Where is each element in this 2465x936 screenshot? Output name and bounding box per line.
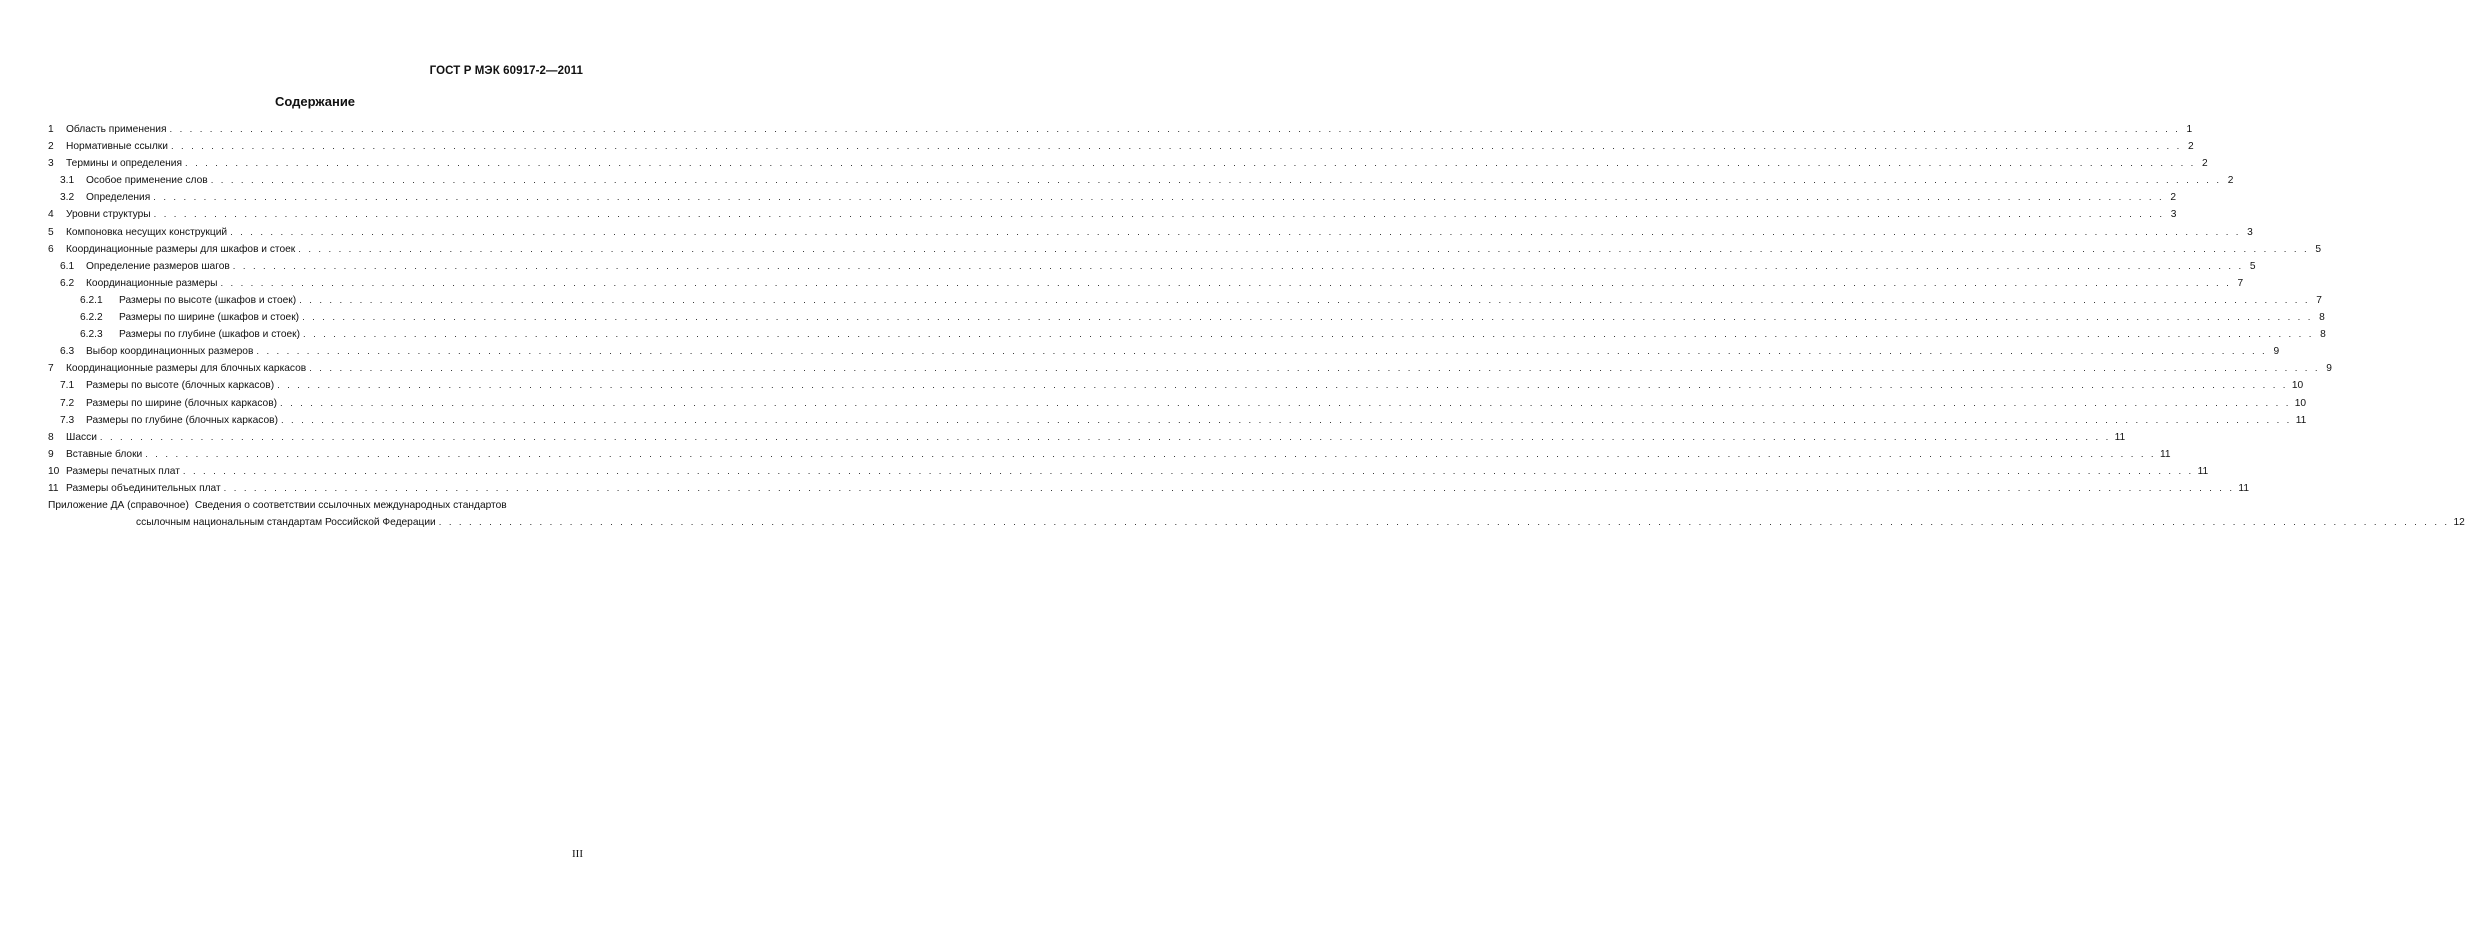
toc-entry-title: Определения <box>86 192 151 204</box>
annex-title-line1: Сведения о соответствии ссылочных международных стандартов <box>194 500 507 512</box>
toc-entry[interactable] <box>48 275 2244 292</box>
toc-entry-page: 5 <box>2249 260 2256 272</box>
toc-entry-title: Координационные размеры для шкафов и стоек <box>66 243 296 255</box>
toc-entry-number: 6.2.1 <box>80 294 103 306</box>
toc-entry-page: 11 <box>2238 482 2249 494</box>
dot-leader: . . . . . . . . . . . . . . . . . . . . . . . . . . . . . . . . . . . . . . . . . . . . . . . . . . . . . . . . . . . . . . . . . . . . . . . . . . . . . . . . . . . . . . . . . . . . . . . . . . . . . . . . . . . . . . . . . . . . . . . . . . . . . . . . . . . . . . . . . . . . . . . . . . . . . . . . . . . . . . . . . . . . . . . . . . . . . . . . . . . . . . . . . . . . . . . . . . . . . . . . <box>438 517 2450 529</box>
toc-entry[interactable] <box>48 429 2126 446</box>
annex-prefix: Приложение ДА (справочное) <box>48 500 189 512</box>
toc-entry-title: Компоновка несущих конструкций <box>66 226 228 238</box>
dot-leader: . . . . . . . . . . . . . . . . . . . . . . . . . . . . . . . . . . . . . . . . . . . . . . . . . . . . . . . . . . . . . . . . . . . . . . . . . . . . . . . . . . . . . . . . . . . . . . . . . . . . . . . . . . . . . . . . . . . . . . . . . . . . . . . . . . . . . . . . . . . . . . . . . . . . . . . . . . . . . . . . . . . . . . . . . . . . . . . . . . . . . . . . . . . . . . . . . . . . . . . . <box>223 482 2235 494</box>
dot-leader: . . . . . . . . . . . . . . . . . . . . . . . . . . . . . . . . . . . . . . . . . . . . . . . . . . . . . . . . . . . . . . . . . . . . . . . . . . . . . . . . . . . . . . . . . . . . . . . . . . . . . . . . . . . . . . . . . . . . . . . . . . . . . . . . . . . . . . . . . . . . . . . . . . . . . . . . . . . . . . . . . . . . . . . . . . . . . . . . . . . . . . . . . . . . . . . . . . . . . . . . <box>299 294 2310 306</box>
toc-entry-page: 9 <box>2273 346 2280 358</box>
toc-entry-page: 2 <box>2188 141 2194 153</box>
toc-annex-entry[interactable] <box>48 497 2465 531</box>
toc-entry-number: 6.3 <box>60 346 75 358</box>
toc-entry-page: 9 <box>2326 363 2332 375</box>
toc-entry-title: Размеры по высоте (шкафов и стоек) <box>119 294 297 306</box>
toc-entry-page: 10 <box>2294 397 2307 409</box>
toc-entry-title: Шасси <box>66 431 97 443</box>
dot-leader: . . . . . . . . . . . . . . . . . . . . . . . . . . . . . . . . . . . . . . . . . . . . . . . . . . . . . . . . . . . . . . . . . . . . . . . . . . . . . . . . . . . . . . . . . . . . . . . . . . . . . . . . . . . . . . . . . . . . . . . . . . . . . . . . . . . . . . . . . . . . . . . . . . . . . . . . . . . . . . . . . . . . . . . . . . . . . . . . . . . . . . . . . . . . . . . . . . . . . . . . <box>220 277 2232 289</box>
toc-entry-page: 11 <box>2197 465 2209 477</box>
toc-entry-title: Координационные размеры для блочных каркасов <box>66 363 307 375</box>
toc-entry[interactable] <box>48 395 2307 412</box>
toc-entry-number: 8 <box>48 431 54 443</box>
annex-page: 12 <box>2453 517 2465 529</box>
toc-entry-number: 5 <box>48 226 54 238</box>
toc-entry-page: 10 <box>2291 380 2304 392</box>
dot-leader: . . . . . . . . . . . . . . . . . . . . . . . . . . . . . . . . . . . . . . . . . . . . . . . . . . . . . . . . . . . . . . . . . . . . . . . . . . . . . . . . . . . . . . . . . . . . . . . . . . . . . . . . . . . . . . . . . . . . . . . . . . . . . . . . . . . . . . . . . . . . . . . . . . . . . . . . . . . . . . . . . . . . . . . . . . . . . . . . . . . . . . . . . . . . . . . . . . . . . . . . <box>232 260 2244 272</box>
toc-entry-title: Вставные блоки <box>66 448 143 460</box>
toc-entry-number: 3 <box>48 158 54 170</box>
dot-leader: . . . . . . . . . . . . . . . . . . . . . . . . . . . . . . . . . . . . . . . . . . . . . . . . . . . . . . . . . . . . . . . . . . . . . . . . . . . . . . . . . . . . . . . . . . . . . . . . . . . . . . . . . . . . . . . . . . . . . . . . . . . . . . . . . . . . . . . . . . . . . . . . . . . . . . . . . . . . . . . . . . . . . . . . . . . . . . . . . . . . . . . . . . . . . . . . . . . . . . . . <box>170 141 2182 153</box>
toc-entry-page: 8 <box>2320 329 2326 341</box>
toc-entry-title: Выбор координационных размеров <box>86 346 254 358</box>
toc-entry-title: Область применения <box>66 124 167 135</box>
toc-entry-number: 7.2 <box>60 397 75 409</box>
table-of-contents <box>48 121 2465 531</box>
toc-entry-title: Размеры печатных плат <box>66 465 180 477</box>
toc-entry[interactable] <box>48 326 2326 343</box>
toc-entry[interactable] <box>48 224 2253 241</box>
dot-leader: . . . . . . . . . . . . . . . . . . . . . . . . . . . . . . . . . . . . . . . . . . . . . . . . . . . . . . . . . . . . . . . . . . . . . . . . . . . . . . . . . . . . . . . . . . . . . . . . . . . . . . . . . . . . . . . . . . . . . . . . . . . . . . . . . . . . . . . . . . . . . . . . . . . . . . . . . . . . . . . . . . . . . . . . . . . . . . . . . . . . . . . . . . . . . . . . . . . . . . . . <box>298 243 2309 255</box>
toc-entry-title: Размеры по высоте (блочных каркасов) <box>86 380 275 392</box>
toc-entry[interactable] <box>48 138 2194 155</box>
toc-entry[interactable] <box>48 206 2177 223</box>
toc-entry-title: Нормативные ссылки <box>66 141 168 153</box>
toc-entry-number: 10 <box>48 465 60 477</box>
toc-entry-number: 6 <box>48 243 54 255</box>
dot-leader: . . . . . . . . . . . . . . . . . . . . . . . . . . . . . . . . . . . . . . . . . . . . . . . . . . . . . . . . . . . . . . . . . . . . . . . . . . . . . . . . . . . . . . . . . . . . . . . . . . . . . . . . . . . . . . . . . . . . . . . . . . . . . . . . . . . . . . . . . . . . . . . . . . . . . . . . . . . . . . . . . . . . . . . . . . . . . . . . . . . . . . . . . . . . . . . . . . . . . . . . <box>99 431 2111 443</box>
toc-entry-page: 5 <box>2315 243 2321 255</box>
page-number: III <box>572 848 583 860</box>
toc-entry-number: 7.1 <box>60 380 75 392</box>
toc-entry-title: Определение размеров шагов <box>86 260 230 272</box>
toc-entry-number: 6.2.2 <box>80 312 103 324</box>
dot-leader: . . . . . . . . . . . . . . . . . . . . . . . . . . . . . . . . . . . . . . . . . . . . . . . . . . . . . . . . . . . . . . . . . . . . . . . . . . . . . . . . . . . . . . . . . . . . . . . . . . . . . . . . . . . . . . . . . . . . . . . . . . . . . . . . . . . . . . . . . . . . . . . . . . . . . . . . . . . . . . . . . . . . . . . . . . . . . . . . . . . . . . . . . . . . . . . . . . . . . . . . <box>182 465 2194 477</box>
toc-entry-page: 3 <box>2247 226 2253 238</box>
toc-entry-page: 7 <box>2316 294 2322 306</box>
dot-leader: . . . . . . . . . . . . . . . . . . . . . . . . . . . . . . . . . . . . . . . . . . . . . . . . . . . . . . . . . . . . . . . . . . . . . . . . . . . . . . . . . . . . . . . . . . . . . . . . . . . . . . . . . . . . . . . . . . . . . . . . . . . . . . . . . . . . . . . . . . . . . . . . . . . . . . . . . . . . . . . . . . . . . . . . . . . . . . . . . . . . . . . . . . . . . . . . . . . . . . . . <box>280 414 2292 426</box>
annex-title-line2: ссылочным национальным стандартам Российской Федерации <box>136 517 436 529</box>
toc-entry-number: 7.3 <box>60 414 75 426</box>
toc-entry-number: 3.1 <box>60 175 75 187</box>
toc-entry[interactable] <box>48 292 2322 309</box>
toc-entry-page: 11 <box>2295 414 2307 426</box>
toc-entry[interactable] <box>48 241 2321 258</box>
toc-entry-number: 2 <box>48 141 54 153</box>
toc-entry-number: 6.2.3 <box>80 329 103 341</box>
toc-entry-title: Уровни структуры <box>66 209 151 221</box>
toc-entry-title: Особое применение слов <box>86 175 208 187</box>
toc-entry-title: Размеры по ширине (блочных каркасов) <box>86 397 278 409</box>
toc-entry-title: Размеры объединительных плат <box>66 482 221 494</box>
dot-leader: . . . . . . . . . . . . . . . . . . . . . . . . . . . . . . . . . . . . . . . . . . . . . . . . . . . . . . . . . . . . . . . . . . . . . . . . . . . . . . . . . . . . . . . . . . . . . . . . . . . . . . . . . . . . . . . . . . . . . . . . . . . . . . . . . . . . . . . . . . . . . . . . . . . . . . . . . . . . . . . . . . . . . . . . . . . . . . . . . . . . . . . . . . . . . . . . . . . . . . . . <box>256 346 2268 358</box>
toc-entry[interactable] <box>48 172 2234 189</box>
toc-entry[interactable] <box>48 377 2304 394</box>
toc-entry-title: Координационные размеры <box>86 277 218 289</box>
toc-entry[interactable] <box>48 360 2332 377</box>
toc-entry-number: 6.2 <box>60 277 75 289</box>
toc-entry-title: Размеры по ширине (шкафов и стоек) <box>119 312 300 324</box>
dot-leader: . . . . . . . . . . . . . . . . . . . . . . . . . . . . . . . . . . . . . . . . . . . . . . . . . . . . . . . . . . . . . . . . . . . . . . . . . . . . . . . . . . . . . . . . . . . . . . . . . . . . . . . . . . . . . . . . . . . . . . . . . . . . . . . . . . . . . . . . . . . . . . . . . . . . . . . . . . . . . . . . . . . . . . . . . . . . . . . . . . . . . . . . . . . . . . . . . . . . . . . . <box>210 175 2222 187</box>
toc-entry-page: 1 <box>2186 124 2193 135</box>
toc-entry-page: 3 <box>2170 209 2177 221</box>
toc-entry-page: 7 <box>2237 277 2244 289</box>
toc-entry-page: 2 <box>2227 175 2234 187</box>
dot-leader: . . . . . . . . . . . . . . . . . . . . . . . . . . . . . . . . . . . . . . . . . . . . . . . . . . . . . . . . . . . . . . . . . . . . . . . . . . . . . . . . . . . . . . . . . . . . . . . . . . . . . . . . . . . . . . . . . . . . . . . . . . . . . . . . . . . . . . . . . . . . . . . . . . . . . . . . . . . . . . . . . . . . . . . . . . . . . . . . . . . . . . . . . . . . . . . . . . . . . . . . <box>277 380 2288 392</box>
dot-leader: . . . . . . . . . . . . . . . . . . . . . . . . . . . . . . . . . . . . . . . . . . . . . . . . . . . . . . . . . . . . . . . . . . . . . . . . . . . . . . . . . . . . . . . . . . . . . . . . . . . . . . . . . . . . . . . . . . . . . . . . . . . . . . . . . . . . . . . . . . . . . . . . . . . . . . . . . . . . . . . . . . . . . . . . . . . . . . . . . . . . . . . . . . . . . . . . . . . . . . . . <box>153 192 2164 204</box>
dot-leader: . . . . . . . . . . . . . . . . . . . . . . . . . . . . . . . . . . . . . . . . . . . . . . . . . . . . . . . . . . . . . . . . . . . . . . . . . . . . . . . . . . . . . . . . . . . . . . . . . . . . . . . . . . . . . . . . . . . . . . . . . . . . . . . . . . . . . . . . . . . . . . . . . . . . . . . . . . . . . . . . . . . . . . . . . . . . . . . . . . . . . . . . . . . . . . . . . . . . . . . . <box>303 329 2314 341</box>
toc-entry[interactable] <box>48 412 2307 429</box>
toc-entry[interactable] <box>48 480 2249 497</box>
page-title: Содержание <box>274 94 356 109</box>
toc-entry[interactable] <box>48 463 2209 480</box>
toc-entry-page: 11 <box>2114 431 2126 443</box>
toc-entry[interactable] <box>48 155 2208 172</box>
dot-leader: . . . . . . . . . . . . . . . . . . . . . . . . . . . . . . . . . . . . . . . . . . . . . . . . . . . . . . . . . . . . . . . . . . . . . . . . . . . . . . . . . . . . . . . . . . . . . . . . . . . . . . . . . . . . . . . . . . . . . . . . . . . . . . . . . . . . . . . . . . . . . . . . . . . . . . . . . . . . . . . . . . . . . . . . . . . . . . . . . . . . . . . . . . . . . . . . . . . . . . . . <box>302 312 2313 324</box>
toc-entry-number: 1 <box>48 124 54 135</box>
document-code: ГОСТ Р МЭК 60917-2—2011 <box>429 65 583 77</box>
toc-entry[interactable] <box>48 343 2280 360</box>
toc-entry-number: 3.2 <box>60 192 75 204</box>
toc-entry-number: 7 <box>48 363 54 375</box>
toc-entry-page: 8 <box>2319 312 2325 324</box>
dot-leader: . . . . . . . . . . . . . . . . . . . . . . . . . . . . . . . . . . . . . . . . . . . . . . . . . . . . . . . . . . . . . . . . . . . . . . . . . . . . . . . . . . . . . . . . . . . . . . . . . . . . . . . . . . . . . . . . . . . . . . . . . . . . . . . . . . . . . . . . . . . . . . . . . . . . . . . . . . . . . . . . . . . . . . . . . . . . . . . . . . . . . . . . . . . . . . . . . . . . . . . . <box>230 226 2241 238</box>
dot-leader: . . . . . . . . . . . . . . . . . . . . . . . . . . . . . . . . . . . . . . . . . . . . . . . . . . . . . . . . . . . . . . . . . . . . . . . . . . . . . . . . . . . . . . . . . . . . . . . . . . . . . . . . . . . . . . . . . . . . . . . . . . . . . . . . . . . . . . . . . . . . . . . . . . . . . . . . . . . . . . . . . . . . . . . . . . . . . . . . . . . . . . . . . . . . . . . . . . . . . . . . <box>280 397 2291 409</box>
toc-entry-page: 2 <box>2202 158 2208 170</box>
toc-entry-page: 2 <box>2170 192 2176 204</box>
dot-leader: . . . . . . . . . . . . . . . . . . . . . . . . . . . . . . . . . . . . . . . . . . . . . . . . . . . . . . . . . . . . . . . . . . . . . . . . . . . . . . . . . . . . . . . . . . . . . . . . . . . . . . . . . . . . . . . . . . . . . . . . . . . . . . . . . . . . . . . . . . . . . . . . . . . . . . . . . . . . . . . . . . . . . . . . . . . . . . . . . . . . . . . . . . . . . . . . . . . . . . . . <box>184 158 2196 170</box>
toc-entry-title: Термины и определения <box>66 158 182 170</box>
toc-entry-title: Размеры по глубине (блочных каркасов) <box>86 414 278 426</box>
toc-entry[interactable] <box>48 189 2176 206</box>
toc-entry-page: 11 <box>2159 448 2171 460</box>
dot-leader: . . . . . . . . . . . . . . . . . . . . . . . . . . . . . . . . . . . . . . . . . . . . . . . . . . . . . . . . . . . . . . . . . . . . . . . . . . . . . . . . . . . . . . . . . . . . . . . . . . . . . . . . . . . . . . . . . . . . . . . . . . . . . . . . . . . . . . . . . . . . . . . . . . . . . . . . . . . . . . . . . . . . . . . . . . . . . . . . . . . . . . . . . . . . . . . . . . . . . . . . <box>145 448 2156 460</box>
toc-entry-title: Размеры по глубине (шкафов и стоек) <box>119 329 301 341</box>
toc-entry-number: 6.1 <box>60 260 75 272</box>
toc-entry[interactable] <box>48 121 2193 138</box>
dot-leader: . . . . . . . . . . . . . . . . . . . . . . . . . . . . . . . . . . . . . . . . . . . . . . . . . . . . . . . . . . . . . . . . . . . . . . . . . . . . . . . . . . . . . . . . . . . . . . . . . . . . . . . . . . . . . . . . . . . . . . . . . . . . . . . . . . . . . . . . . . . . . . . . . . . . . . . . . . . . . . . . . . . . . . . . . . . . . . . . . . . . . . . . . . . . . . . . . . . . . . . . <box>169 124 2181 135</box>
dot-leader: . . . . . . . . . . . . . . . . . . . . . . . . . . . . . . . . . . . . . . . . . . . . . . . . . . . . . . . . . . . . . . . . . . . . . . . . . . . . . . . . . . . . . . . . . . . . . . . . . . . . . . . . . . . . . . . . . . . . . . . . . . . . . . . . . . . . . . . . . . . . . . . . . . . . . . . . . . . . . . . . . . . . . . . . . . . . . . . . . . . . . . . . . . . . . . . . . . . . . . . . <box>153 209 2165 221</box>
toc-entry-number: 9 <box>48 448 54 460</box>
toc-entry-number: 4 <box>48 209 54 221</box>
toc-entry[interactable] <box>48 258 2256 275</box>
toc-entry[interactable] <box>48 446 2171 463</box>
toc-entry[interactable] <box>48 309 2325 326</box>
dot-leader: . . . . . . . . . . . . . . . . . . . . . . . . . . . . . . . . . . . . . . . . . . . . . . . . . . . . . . . . . . . . . . . . . . . . . . . . . . . . . . . . . . . . . . . . . . . . . . . . . . . . . . . . . . . . . . . . . . . . . . . . . . . . . . . . . . . . . . . . . . . . . . . . . . . . . . . . . . . . . . . . . . . . . . . . . . . . . . . . . . . . . . . . . . . . . . . . . . . . . . . . <box>309 363 2320 375</box>
toc-entry-number: 11 <box>48 482 59 494</box>
